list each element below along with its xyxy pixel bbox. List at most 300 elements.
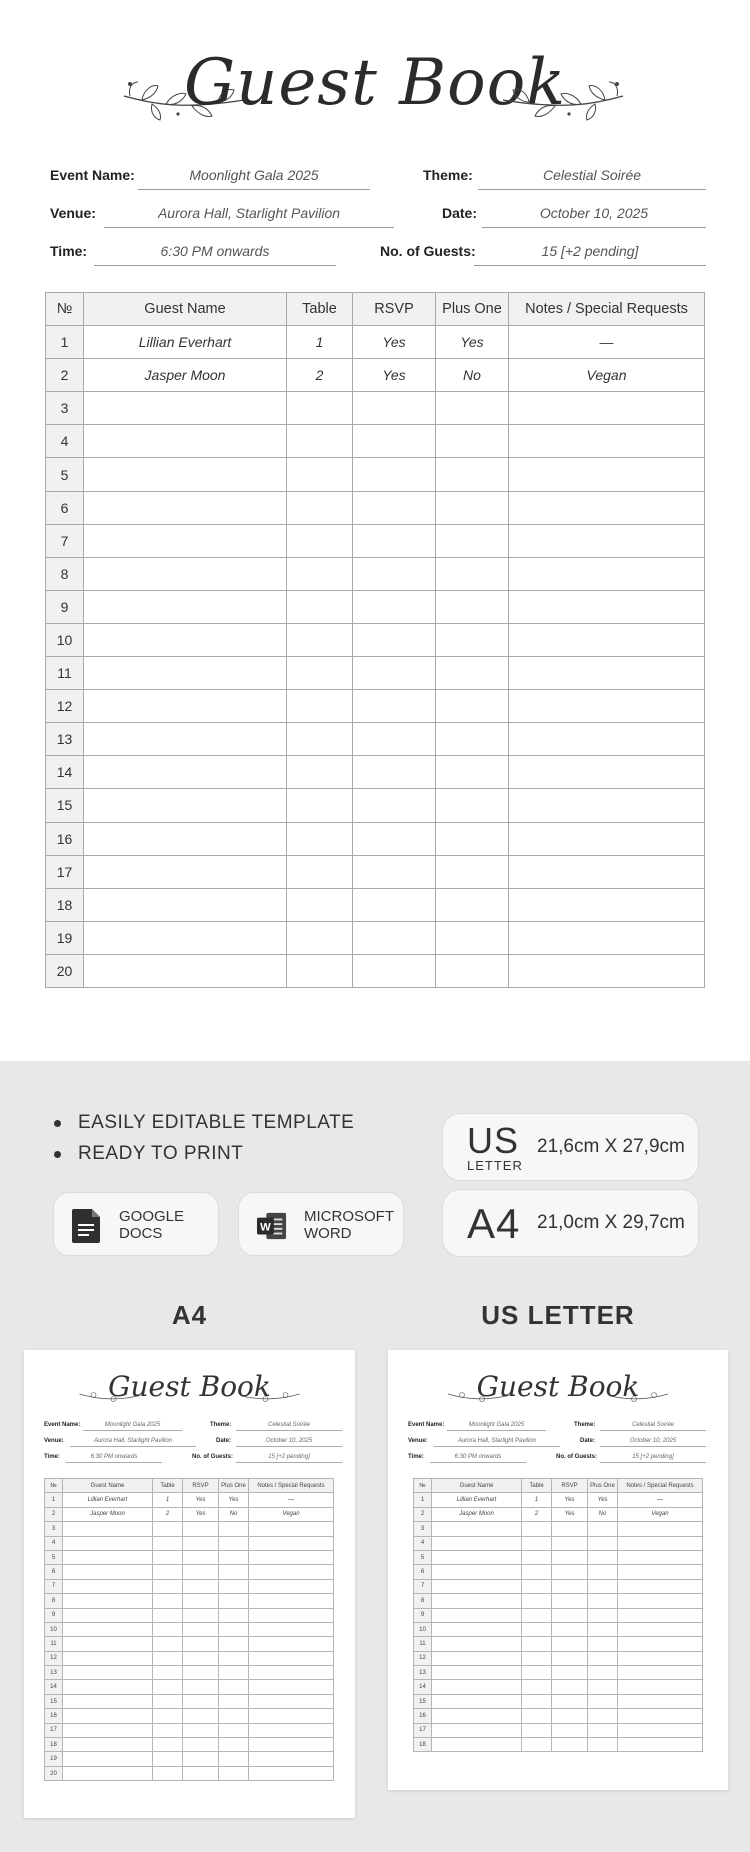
a4-preview-cell: 9 bbox=[45, 1608, 63, 1622]
feature-item: READY TO PRINT bbox=[52, 1143, 354, 1174]
a4-preview-cell bbox=[219, 1738, 249, 1752]
letter-preview-cell: 4 bbox=[414, 1536, 432, 1550]
a4-preview-cell bbox=[249, 1694, 334, 1708]
a4-preview-cell bbox=[219, 1752, 249, 1766]
letter-preview-cell bbox=[432, 1709, 522, 1723]
a4-preview-cell bbox=[153, 1579, 183, 1593]
a4-preview-cell bbox=[219, 1637, 249, 1651]
letter-preview-flourish-icon bbox=[388, 1386, 728, 1406]
rsvp-cell[interactable] bbox=[353, 524, 436, 557]
letter-preview-cell bbox=[522, 1738, 552, 1752]
notes-cell[interactable] bbox=[509, 855, 705, 888]
table-row bbox=[46, 723, 705, 756]
a4-preview-table-row bbox=[45, 1622, 334, 1636]
table-number-cell[interactable] bbox=[287, 723, 353, 756]
letter-preview-cell bbox=[522, 1651, 552, 1665]
letter-preview-cell bbox=[552, 1694, 588, 1708]
letter-preview-cell: 7 bbox=[414, 1579, 432, 1593]
letter-preview-table-row bbox=[414, 1622, 703, 1636]
a4-preview-table-row bbox=[45, 1565, 334, 1579]
table-row bbox=[46, 921, 705, 954]
letter-preview-cell bbox=[618, 1536, 703, 1550]
a4-preview-cell bbox=[219, 1522, 249, 1536]
letter-preview-column-header: № bbox=[414, 1479, 432, 1493]
notes-cell[interactable] bbox=[509, 690, 705, 723]
letter-preview-table-row bbox=[414, 1680, 703, 1694]
rsvp-cell[interactable] bbox=[353, 789, 436, 822]
notes-cell[interactable] bbox=[509, 425, 705, 458]
a4-preview-cell: 12 bbox=[45, 1651, 63, 1665]
row-number-cell: 6 bbox=[46, 491, 84, 524]
letter-preview-cell bbox=[552, 1680, 588, 1694]
row-number-cell: 14 bbox=[46, 756, 84, 789]
table-number-cell[interactable] bbox=[287, 888, 353, 921]
guest-name-cell[interactable] bbox=[84, 557, 287, 590]
row-number-cell: 12 bbox=[46, 690, 84, 723]
notes-cell[interactable]: Vegan bbox=[509, 359, 705, 392]
row-number-cell: 20 bbox=[46, 954, 84, 987]
notes-cell[interactable] bbox=[509, 392, 705, 425]
row-number-cell: 3 bbox=[46, 392, 84, 425]
row-number-cell: 10 bbox=[46, 623, 84, 656]
letter-preview-cell bbox=[618, 1594, 703, 1608]
column-header-number: № bbox=[46, 293, 84, 326]
table-number-cell[interactable] bbox=[287, 458, 353, 491]
a4-preview-cell bbox=[219, 1550, 249, 1564]
table-number-cell[interactable] bbox=[287, 789, 353, 822]
a4-preview-guests: 15 [+2 pending] bbox=[236, 1454, 342, 1463]
guests-count-field[interactable]: 15 [+2 pending] bbox=[474, 243, 706, 266]
table-number-cell[interactable] bbox=[287, 921, 353, 954]
a4-preview-table-row bbox=[45, 1651, 334, 1665]
column-header-guest-name: Guest Name bbox=[84, 293, 287, 326]
plus-one-cell[interactable] bbox=[436, 458, 509, 491]
rsvp-cell[interactable] bbox=[353, 756, 436, 789]
a4-preview-theme-label: Theme: bbox=[210, 1422, 232, 1428]
a4-preview-cell bbox=[249, 1622, 334, 1636]
rsvp-cell[interactable] bbox=[353, 954, 436, 987]
guest-name-cell[interactable]: Jasper Moon bbox=[84, 359, 287, 392]
letter-preview-cell bbox=[522, 1637, 552, 1651]
theme-field[interactable]: Celestial Soirée bbox=[478, 167, 706, 190]
guest-name-cell[interactable] bbox=[84, 888, 287, 921]
google-docs-label: GOOGLE DOCS bbox=[119, 1208, 185, 1242]
table-row bbox=[46, 491, 705, 524]
a4-preview-cell bbox=[63, 1622, 153, 1636]
a4-preview-cell bbox=[153, 1752, 183, 1766]
notes-cell[interactable] bbox=[509, 888, 705, 921]
letter-preview-table-row bbox=[414, 1666, 703, 1680]
letter-preview-table-row bbox=[414, 1709, 703, 1723]
letter-preview-cell bbox=[552, 1651, 588, 1665]
a4-preview-cell: — bbox=[249, 1493, 334, 1507]
a4-preview-cell bbox=[183, 1579, 219, 1593]
letter-preview-theme: Celestial Soirée bbox=[600, 1422, 706, 1431]
letter-preview-cell bbox=[618, 1680, 703, 1694]
plus-one-cell[interactable] bbox=[436, 888, 509, 921]
table-number-cell[interactable] bbox=[287, 590, 353, 623]
notes-cell[interactable] bbox=[509, 524, 705, 557]
letter-preview-cell bbox=[522, 1565, 552, 1579]
letter-preview-cell bbox=[618, 1738, 703, 1752]
plus-one-cell[interactable] bbox=[436, 590, 509, 623]
guest-name-cell[interactable] bbox=[84, 392, 287, 425]
a4-preview-cell: 16 bbox=[45, 1709, 63, 1723]
a4-preview-cell bbox=[219, 1651, 249, 1665]
table-number-cell[interactable] bbox=[287, 690, 353, 723]
guest-name-cell[interactable] bbox=[84, 590, 287, 623]
letter-preview-cell bbox=[588, 1550, 618, 1564]
a4-preview-cell bbox=[153, 1637, 183, 1651]
letter-preview-cell bbox=[588, 1522, 618, 1536]
a4-preview-cell: 1 bbox=[153, 1493, 183, 1507]
letter-preview-event-name-label: Event Name: bbox=[408, 1422, 445, 1428]
a4-preview-table-row bbox=[45, 1550, 334, 1564]
table-number-cell[interactable] bbox=[287, 855, 353, 888]
plus-one-cell[interactable] bbox=[436, 789, 509, 822]
plus-one-cell[interactable]: Yes bbox=[436, 326, 509, 359]
feature-list bbox=[52, 1112, 354, 1174]
letter-preview-cell bbox=[552, 1666, 588, 1680]
rsvp-cell[interactable]: Yes bbox=[353, 326, 436, 359]
guest-name-cell[interactable]: Lillian Everhart bbox=[84, 326, 287, 359]
letter-preview-cell: 5 bbox=[414, 1550, 432, 1564]
letter-preview-venue-label: Venue: bbox=[408, 1438, 428, 1444]
a4-preview-cell bbox=[249, 1536, 334, 1550]
letter-preview-cell bbox=[552, 1536, 588, 1550]
a4-preview-column-header: Plus One bbox=[219, 1479, 249, 1493]
rsvp-cell[interactable] bbox=[353, 425, 436, 458]
a4-preview-table-row bbox=[45, 1536, 334, 1550]
us-letter-heading: US LETTER bbox=[481, 1300, 635, 1330]
table-row bbox=[46, 690, 705, 723]
guest-name-cell[interactable] bbox=[84, 491, 287, 524]
guest-name-cell[interactable] bbox=[84, 954, 287, 987]
table-number-cell[interactable]: 2 bbox=[287, 359, 353, 392]
date-label: Date: bbox=[442, 205, 478, 221]
google-docs-badge[interactable] bbox=[53, 1192, 219, 1256]
a4-preview-column-header: Notes / Special Requests bbox=[249, 1479, 334, 1493]
a4-preview-cell bbox=[63, 1536, 153, 1550]
a4-preview-cell bbox=[153, 1651, 183, 1665]
plus-one-cell[interactable] bbox=[436, 557, 509, 590]
rsvp-cell[interactable] bbox=[353, 557, 436, 590]
guest-name-cell[interactable] bbox=[84, 524, 287, 557]
a4-preview-table-row bbox=[45, 1522, 334, 1536]
notes-cell[interactable]: — bbox=[509, 326, 705, 359]
letter-preview-cell bbox=[588, 1594, 618, 1608]
guest-name-cell[interactable] bbox=[84, 425, 287, 458]
table-number-cell[interactable] bbox=[287, 756, 353, 789]
letter-preview-cell bbox=[552, 1579, 588, 1593]
rsvp-cell[interactable] bbox=[353, 458, 436, 491]
rsvp-cell[interactable] bbox=[353, 723, 436, 756]
a4-heading: A4 bbox=[171, 1300, 208, 1330]
row-number-cell: 5 bbox=[46, 458, 84, 491]
notes-cell[interactable] bbox=[509, 590, 705, 623]
microsoft-word-icon bbox=[257, 1209, 287, 1243]
a4-preview-cell: 1 bbox=[45, 1493, 63, 1507]
letter-preview-table-row bbox=[414, 1550, 703, 1564]
a4-preview-event-name: Moonlight Gala 2025 bbox=[83, 1422, 182, 1431]
a4-preview-cell bbox=[249, 1594, 334, 1608]
notes-cell[interactable] bbox=[509, 822, 705, 855]
row-number-cell: 4 bbox=[46, 425, 84, 458]
a4-preview-cell bbox=[219, 1709, 249, 1723]
microsoft-word-label: MICROSOFT WORD bbox=[304, 1208, 394, 1242]
table-number-cell[interactable]: 1 bbox=[287, 326, 353, 359]
a4-preview-cell bbox=[63, 1694, 153, 1708]
guest-name-cell[interactable] bbox=[84, 623, 287, 656]
row-number-cell: 2 bbox=[46, 359, 84, 392]
rsvp-cell[interactable] bbox=[353, 590, 436, 623]
notes-cell[interactable] bbox=[509, 623, 705, 656]
plus-one-cell[interactable] bbox=[436, 524, 509, 557]
table-number-cell[interactable] bbox=[287, 392, 353, 425]
a4-preview-cell: Yes bbox=[183, 1493, 219, 1507]
rsvp-cell[interactable] bbox=[353, 491, 436, 524]
guest-name-cell[interactable] bbox=[84, 756, 287, 789]
a4-preview-table-row bbox=[45, 1507, 334, 1521]
letter-preview-date: October 10, 2025 bbox=[600, 1438, 706, 1447]
table-row bbox=[46, 557, 705, 590]
rsvp-cell[interactable] bbox=[353, 921, 436, 954]
a4-preview-time: 6:30 PM onwards bbox=[66, 1454, 162, 1463]
plus-one-cell[interactable] bbox=[436, 392, 509, 425]
letter-preview-date-label: Date: bbox=[580, 1438, 596, 1444]
feature-item: EASILY EDITABLE TEMPLATE bbox=[52, 1112, 354, 1143]
a4-preview-cell bbox=[153, 1738, 183, 1752]
plus-one-cell[interactable] bbox=[436, 690, 509, 723]
letter-preview-cell: 11 bbox=[414, 1637, 432, 1651]
letter-preview-cell bbox=[552, 1522, 588, 1536]
a4-preview-venue: Aurora Hall, Starlight Pavilion bbox=[70, 1438, 196, 1447]
a4-preview-table-row bbox=[45, 1680, 334, 1694]
a4-preview-table-row bbox=[45, 1608, 334, 1622]
a4-preview-date-label: Date: bbox=[216, 1438, 232, 1444]
letter-preview-cell bbox=[618, 1579, 703, 1593]
a4-preview-cell bbox=[183, 1723, 219, 1737]
row-number-cell: 8 bbox=[46, 557, 84, 590]
a4-preview-cell bbox=[63, 1565, 153, 1579]
a4-preview-cell bbox=[183, 1536, 219, 1550]
letter-preview-cell bbox=[618, 1522, 703, 1536]
rsvp-cell[interactable] bbox=[353, 855, 436, 888]
table-row bbox=[46, 359, 705, 392]
rsvp-cell[interactable] bbox=[353, 690, 436, 723]
letter-preview-cell: 2 bbox=[522, 1507, 552, 1521]
rsvp-cell[interactable]: Yes bbox=[353, 359, 436, 392]
us-letter-preview[interactable] bbox=[388, 1350, 728, 1790]
guest-name-cell[interactable] bbox=[84, 690, 287, 723]
microsoft-word-badge[interactable] bbox=[238, 1192, 404, 1256]
letter-preview-cell bbox=[552, 1637, 588, 1651]
letter-preview-table-row bbox=[414, 1608, 703, 1622]
a4-preview-guests-label: No. of Guests: bbox=[192, 1454, 234, 1460]
notes-cell[interactable] bbox=[509, 557, 705, 590]
letter-preview-cell bbox=[552, 1723, 588, 1737]
guest-name-cell[interactable] bbox=[84, 789, 287, 822]
letter-preview-event-name: Moonlight Gala 2025 bbox=[447, 1422, 546, 1431]
notes-cell[interactable] bbox=[509, 491, 705, 524]
letter-preview-cell: — bbox=[618, 1493, 703, 1507]
a4-preview-cell bbox=[219, 1536, 249, 1550]
table-number-cell[interactable] bbox=[287, 524, 353, 557]
venue-field[interactable]: Aurora Hall, Starlight Pavilion bbox=[104, 205, 394, 228]
notes-cell[interactable] bbox=[509, 789, 705, 822]
row-number-cell: 19 bbox=[46, 921, 84, 954]
a4-preview-cell bbox=[249, 1680, 334, 1694]
table-row bbox=[46, 590, 705, 623]
a4-preview-table-row bbox=[45, 1694, 334, 1708]
plus-one-cell[interactable] bbox=[436, 657, 509, 690]
letter-preview-table-row bbox=[414, 1522, 703, 1536]
table-number-cell[interactable] bbox=[287, 557, 353, 590]
plus-one-cell[interactable] bbox=[436, 855, 509, 888]
title-row bbox=[0, 38, 750, 148]
letter-preview-cell bbox=[588, 1637, 618, 1651]
letter-preview-cell bbox=[522, 1666, 552, 1680]
a4-preview-info-row bbox=[24, 1454, 355, 1464]
event-name-label: Event Name: bbox=[50, 167, 135, 183]
notes-cell[interactable] bbox=[509, 657, 705, 690]
a4-preview-cell bbox=[219, 1766, 249, 1780]
letter-preview-column-header: Notes / Special Requests bbox=[618, 1479, 703, 1493]
time-label: Time: bbox=[50, 243, 88, 259]
time-field[interactable]: 6:30 PM onwards bbox=[94, 243, 336, 266]
notes-cell[interactable] bbox=[509, 756, 705, 789]
guest-name-cell[interactable] bbox=[84, 458, 287, 491]
table-number-cell[interactable] bbox=[287, 491, 353, 524]
rsvp-cell[interactable] bbox=[353, 888, 436, 921]
letter-preview-cell bbox=[432, 1666, 522, 1680]
letter-preview-cell: 3 bbox=[414, 1522, 432, 1536]
guest-name-cell[interactable] bbox=[84, 657, 287, 690]
letter-preview-venue: Aurora Hall, Starlight Pavilion bbox=[434, 1438, 560, 1447]
plus-one-cell[interactable] bbox=[436, 425, 509, 458]
plus-one-cell[interactable] bbox=[436, 623, 509, 656]
a4-preview-column-header: RSVP bbox=[183, 1479, 219, 1493]
letter-preview-cell bbox=[432, 1694, 522, 1708]
a4-preview-cell bbox=[219, 1666, 249, 1680]
table-row bbox=[46, 524, 705, 557]
letter-preview-cell bbox=[522, 1709, 552, 1723]
page-title: Guest Book bbox=[184, 46, 566, 120]
guest-name-cell[interactable] bbox=[84, 921, 287, 954]
a4-preview-cell bbox=[249, 1579, 334, 1593]
letter-preview-cell bbox=[432, 1594, 522, 1608]
letter-preview-cell bbox=[618, 1666, 703, 1680]
letter-preview-cell bbox=[552, 1622, 588, 1636]
letter-preview-cell: 9 bbox=[414, 1608, 432, 1622]
letter-preview-table-row bbox=[414, 1565, 703, 1579]
a4-preview-column-header: Guest Name bbox=[63, 1479, 153, 1493]
guest-name-cell[interactable] bbox=[84, 855, 287, 888]
letter-preview-cell bbox=[522, 1694, 552, 1708]
guest-table bbox=[45, 292, 705, 988]
a4-preview-cell: 18 bbox=[45, 1738, 63, 1752]
letter-preview-cell: No bbox=[588, 1507, 618, 1521]
a4-preview-cell: 8 bbox=[45, 1594, 63, 1608]
a4-preview-cell bbox=[153, 1536, 183, 1550]
a4-preview-cell bbox=[63, 1680, 153, 1694]
a4-preview-cell: 19 bbox=[45, 1752, 63, 1766]
letter-preview-time-label: Time: bbox=[408, 1454, 424, 1460]
letter-preview-cell bbox=[588, 1723, 618, 1737]
a4-preview-cell bbox=[63, 1608, 153, 1622]
plus-one-cell[interactable] bbox=[436, 921, 509, 954]
a4-preview-cell bbox=[249, 1709, 334, 1723]
letter-preview-info-row bbox=[388, 1454, 728, 1464]
rsvp-cell[interactable] bbox=[353, 657, 436, 690]
notes-cell[interactable] bbox=[509, 954, 705, 987]
table-row bbox=[46, 392, 705, 425]
letter-preview-cell bbox=[618, 1709, 703, 1723]
a4-preview-cell: 20 bbox=[45, 1766, 63, 1780]
guest-name-cell[interactable] bbox=[84, 822, 287, 855]
a4-preview-cell: 2 bbox=[153, 1507, 183, 1521]
rsvp-cell[interactable] bbox=[353, 822, 436, 855]
letter-preview-cell: 10 bbox=[414, 1622, 432, 1636]
table-number-cell[interactable] bbox=[287, 822, 353, 855]
table-number-cell[interactable] bbox=[287, 954, 353, 987]
table-number-cell[interactable] bbox=[287, 425, 353, 458]
a4-preview-cell: 11 bbox=[45, 1637, 63, 1651]
letter-preview-cell: 1 bbox=[414, 1493, 432, 1507]
letter-preview-cell: Yes bbox=[552, 1493, 588, 1507]
guest-name-cell[interactable] bbox=[84, 723, 287, 756]
table-row bbox=[46, 657, 705, 690]
a4-preview-cell bbox=[63, 1594, 153, 1608]
table-row bbox=[46, 425, 705, 458]
table-number-cell[interactable] bbox=[287, 623, 353, 656]
column-header-rsvp: RSVP bbox=[353, 293, 436, 326]
a4-preview-cell bbox=[183, 1594, 219, 1608]
a4-preview-cell: 17 bbox=[45, 1723, 63, 1737]
plus-one-cell[interactable] bbox=[436, 756, 509, 789]
letter-preview-cell bbox=[552, 1594, 588, 1608]
plus-one-cell[interactable] bbox=[436, 954, 509, 987]
plus-one-cell[interactable] bbox=[436, 723, 509, 756]
rsvp-cell[interactable] bbox=[353, 623, 436, 656]
a4-preview[interactable] bbox=[24, 1350, 355, 1818]
a4-preview-cell: Vegan bbox=[249, 1507, 334, 1521]
a4-preview-cell: 4 bbox=[45, 1536, 63, 1550]
notes-cell[interactable] bbox=[509, 723, 705, 756]
rsvp-cell[interactable] bbox=[353, 392, 436, 425]
plus-one-cell[interactable]: No bbox=[436, 359, 509, 392]
row-number-cell: 11 bbox=[46, 657, 84, 690]
date-field[interactable]: October 10, 2025 bbox=[482, 205, 706, 228]
a4-preview-cell: 13 bbox=[45, 1666, 63, 1680]
table-number-cell[interactable] bbox=[287, 657, 353, 690]
letter-preview-cell bbox=[552, 1608, 588, 1622]
letter-preview-column-header: Table bbox=[522, 1479, 552, 1493]
letter-preview-cell: 17 bbox=[414, 1723, 432, 1737]
event-name-field[interactable]: Moonlight Gala 2025 bbox=[138, 167, 370, 190]
a4-preview-cell: 3 bbox=[45, 1522, 63, 1536]
notes-cell[interactable] bbox=[509, 458, 705, 491]
letter-preview-cell bbox=[588, 1608, 618, 1622]
notes-cell[interactable] bbox=[509, 921, 705, 954]
letter-preview-table-row bbox=[414, 1651, 703, 1665]
guest-table-body bbox=[46, 326, 705, 988]
plus-one-cell[interactable] bbox=[436, 822, 509, 855]
letter-preview-cell bbox=[522, 1680, 552, 1694]
theme-label: Theme: bbox=[423, 167, 473, 183]
letter-preview-cell bbox=[588, 1579, 618, 1593]
plus-one-cell[interactable] bbox=[436, 491, 509, 524]
